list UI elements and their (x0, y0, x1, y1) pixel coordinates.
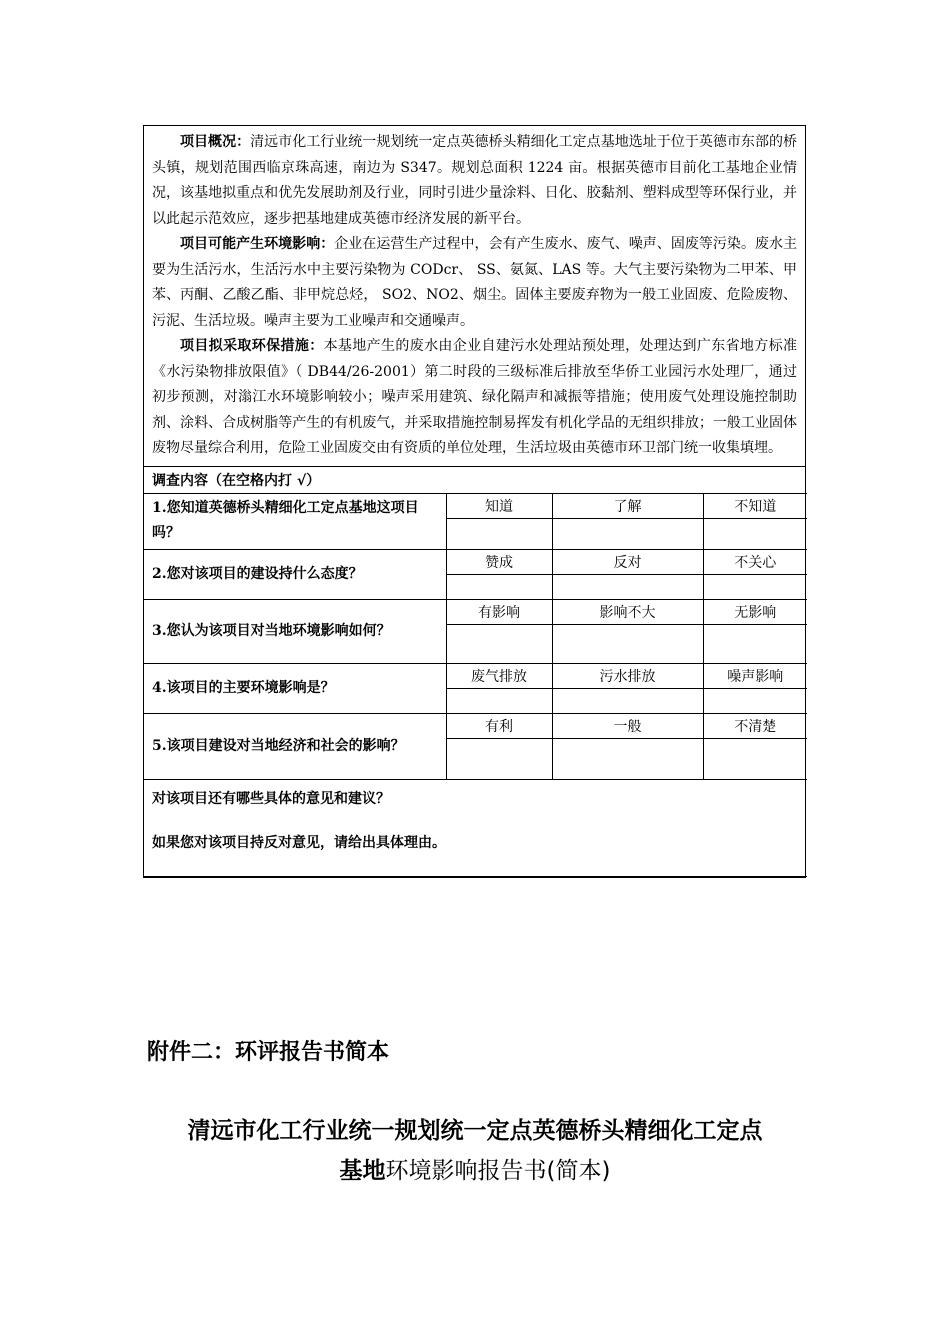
survey-header: 调查内容（在空格内打 √） (144, 467, 807, 494)
question-3: 3.您认为该项目对当地环境影响如何？ (144, 599, 446, 663)
q3-option-3: 无影响 (703, 599, 807, 624)
q2-answer-cell-2[interactable] (552, 574, 703, 599)
q5-option-1: 有利 (446, 713, 552, 738)
q2-answer-cell-3[interactable] (703, 574, 807, 599)
measures-label: 项目拟采取环保措施： (180, 338, 324, 354)
q5-answer-cell-1[interactable] (446, 738, 552, 779)
q5-answer-cell-3[interactable] (703, 738, 807, 779)
overview-label: 项目概况： (180, 134, 251, 150)
survey-form (143, 125, 806, 878)
q1-answer-cell-1[interactable] (446, 518, 552, 549)
q5-option-3: 不清楚 (703, 713, 807, 738)
q5-option-2: 一般 (552, 713, 703, 738)
question-4: 4.该项目的主要环境影响是？ (144, 663, 446, 713)
impact-label: 项目可能产生环境影响： (180, 236, 335, 252)
q4-answer-cell-2[interactable] (552, 688, 703, 713)
question-2: 2.您对该项目的建设持什么态度？ (144, 549, 446, 599)
annex-heading: 附件二：环评报告书简本 (147, 1040, 390, 1065)
q2-option-2: 反对 (552, 549, 703, 574)
q1-answer-cell-3[interactable] (703, 518, 807, 549)
measures-text: 本基地产生的废水由企业自建污水处理站预处理，处理达到广东省地方标准《水污染物排放限值》（ DB44/26-2001）第二时段的三级标准后排放至华侨工业园污水处理厂，通过初步预测，对滃江水环境影响较小；噪声采用建筑、绿化隔声和减振等措施；使用废气处理设施控制助剂、涂料、合成树脂等产生的有机废气，并采取措施控制易挥发有机化学品的无组织排放；一般工业固体废物尽量综合利用，危险工业固废交由有资质的单位处理，生活垃圾由英德市环卫部门统一收集填埋。 (152, 338, 798, 456)
q1-answer-cell-2[interactable] (552, 518, 703, 549)
overview-paragraph (152, 130, 797, 232)
overview-text: 清远市化工行业统一规划统一定点英德桥头精细化工定点基地选址于位于英德市东部的桥头镇，规划范围西临京珠高速，南边为 S347。规划总面积 1224 亩。根据英德市目前化工基地企业情况，该基地拟重点和优先发展助剂及行业，同时引进少量涂料、日化、胶黏剂、塑料成型等环保行业，并以此起示范效应，逐步把基地建成英德市经济发展的新平台。 (152, 134, 798, 227)
q5-answer-cell-2[interactable] (552, 738, 703, 779)
report-title-line-2-rest: 环境影响报告书(简本) (385, 1158, 611, 1184)
q2-option-1: 赞成 (446, 549, 552, 574)
q2-option-3: 不关心 (703, 549, 807, 574)
question-5: 5.该项目建设对当地经济和社会的影响？ (144, 713, 446, 779)
q4-answer-cell-1[interactable] (446, 688, 552, 713)
impact-text: 企业在运营生产过程中，会有产生废水、废气、噪声、固废等污染。废水主要为生活污水，生活污水中主要污染物为 CODcr、 SS、氨氮、LAS 等。大气主要污染物为二甲苯、甲苯、丙酮、乙酸乙酯、非甲烷总烃， SO2、NO2、烟尘。固体主要废弃物为一般工业固废、危险废物、污泥、生活垃圾。噪声主要为工业噪声和交通噪声。 (152, 236, 798, 329)
q1-option-1: 知道 (446, 493, 552, 518)
q1-option-3: 不知道 (703, 493, 807, 518)
q3-option-2: 影响不大 (552, 599, 703, 624)
q4-option-2: 污水排放 (552, 663, 703, 688)
report-title-line-2-bold: 基地 (339, 1158, 386, 1184)
q4-answer-cell-3[interactable] (703, 688, 807, 713)
report-title-line-2 (100, 1152, 850, 1185)
report-title-line-1: 清远市化工行业统一规划统一定点英德桥头精细化工定点 (187, 1118, 763, 1144)
survey-table (144, 467, 807, 877)
measures-paragraph (152, 334, 797, 462)
q2-answer-cell-1[interactable] (446, 574, 552, 599)
comments-prompt: 对该项目还有哪些具体的意见和建议？ (152, 790, 390, 807)
impact-paragraph (152, 232, 797, 334)
q3-answer-cell-2[interactable] (552, 624, 703, 663)
q3-answer-cell-3[interactable] (703, 624, 807, 663)
project-intro (144, 126, 805, 467)
q1-option-2: 了解 (552, 493, 703, 518)
question-1: 1.您知道英德桥头精细化工定点基地这项目吗？ (144, 493, 446, 549)
objection-prompt: 如果您对该项目持反对意见，请给出具体理由。 (152, 834, 446, 851)
comments-area[interactable] (144, 779, 807, 876)
q3-option-1: 有影响 (446, 599, 552, 624)
q4-option-3: 噪声影响 (703, 663, 807, 688)
q4-option-1: 废气排放 (446, 663, 552, 688)
q3-answer-cell-1[interactable] (446, 624, 552, 663)
